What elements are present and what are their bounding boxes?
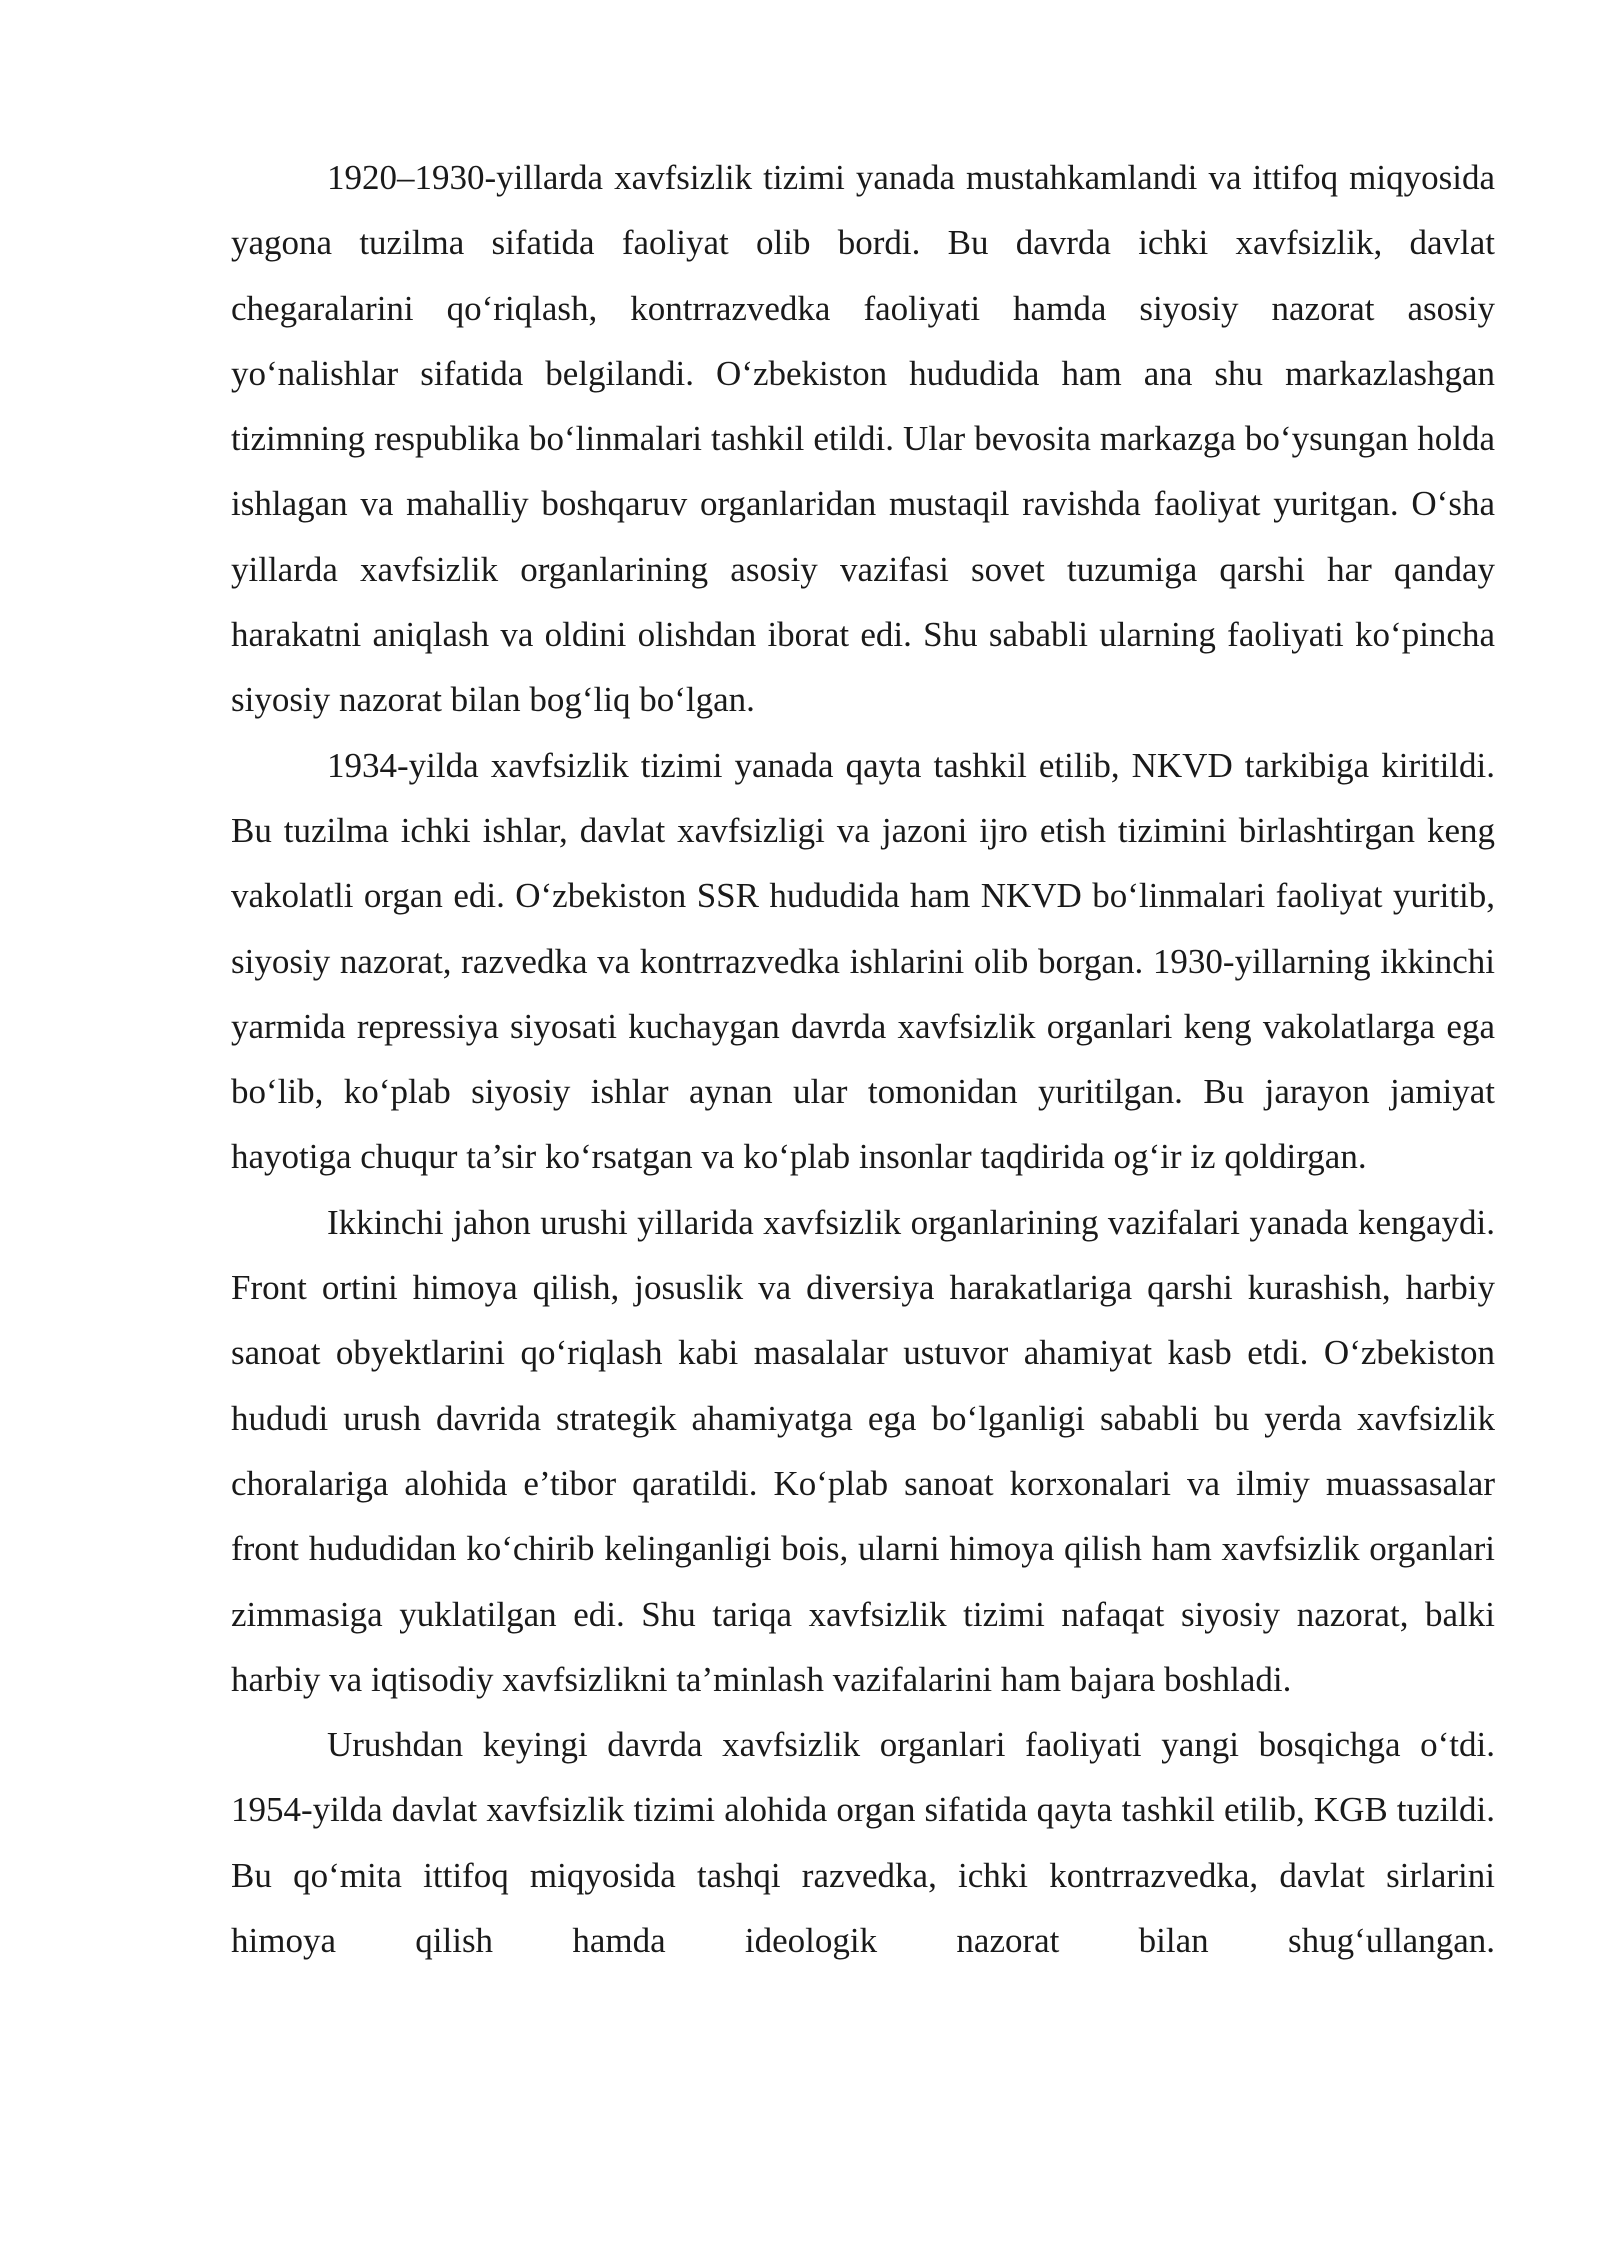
paragraph-1934-nkvd: 1934-yilda xavfsizlik tizimi yanada qayta tashkil etilib, NKVD tarkibiga kiritildi. Bu tuzilma ichki ishlar, davlat xavfsizligi va jazoni ijro etish tizimini birlashtirgan keng vakolatli organ edi. O‘zbekiston SSR hududida ham NKVD bo‘linmalari faoliyat yuritib, siyosiy nazorat, razvedka va kontrrazvedka ishlarini olib borgan. 1930-yillarning ikkinchi yarmida repressiya siyosati kuchaygan davrda xavfsizlik organlari keng vakolatlarga ega bo‘lib, ko‘plab siyosiy ishlar aynan ular tomonidan yuritilgan. Bu jarayon jamiyat hayotiga chuqur ta’sir ko‘rsatgan va ko‘plab insonlar taqdirida og‘ir iz qoldirgan.: [231, 745, 1495, 1177]
paragraph-postwar-kgb: Urushdan keyingi davrda xavfsizlik organlari faoliyati yangi bosqichga o‘tdi. 1954-yilda davlat xavfsizlik tizimi alohida organ sifatida qayta tashkil etilib, KGB tuzildi. Bu qo‘mita ittifoq miqyosida tashqi razvedka, ichki kontrrazvedka, davlat sirlarini himoya qilish hamda ideologik nazorat bilan shug‘ullangan.: [231, 1725, 1495, 1961]
paragraph-1920-1930: 1920–1930-yillarda xavfsizlik tizimi yanada mustahkamlandi va ittifoq miqyosida yagona tuzilma sifatida faoliyat olib bordi. Bu davrda ichki xavfsizlik, davlat chegaralarini qo‘riqlash, kontrrazvedka faoliyati hamda siyosiy nazorat asosiy yo‘nalishlar sifatida belgilandi. O‘zbekiston hududida ham ana shu markazlashgan tizimning respublika bo‘linmalari tashkil etildi. Ular bevosita markazga bo‘ysungan holda ishlagan va mahalliy boshqaruv organlaridan mustaqil ravishda faoliyat yuritgan. O‘sha yillarda xavfsizlik organlarining asosiy vazifasi sovet tuzumiga qarshi har qanday harakatni aniqlash va oldini olishdan iborat edi. Shu sababli ularning faoliyati ko‘pincha siyosiy nazorat bilan bog‘liq bo‘lgan.: [231, 158, 1495, 720]
document-body: [231, 145, 1495, 1973]
paragraph-world-war-two: Ikkinchi jahon urushi yillarida xavfsizlik organlarining vazifalari yanada kengaydi. Front ortini himoya qilish, josuslik va diversiya harakatlariga qarshi kurashish, harbiy sanoat obyektlarini qo‘riqlash kabi masalalar ustuvor ahamiyat kasb etdi. O‘zbekiston hududi urush davrida strategik ahamiyatga ega bo‘lganligi sababli bu yerda xavfsizlik choralariga alohida e’tibor qaratildi. Ko‘plab sanoat korxonalari va ilmiy muassasalar front hududidan ko‘chirib kelinganligi bois, ularni himoya qilish ham xavfsizlik organlari zimmasiga yuklatilgan edi. Shu tariqa xavfsizlik tizimi nafaqat siyosiy nazorat, balki harbiy va iqtisodiy xavfsizlikni ta’minlash vazifalarini ham bajara boshladi.: [231, 1202, 1495, 1699]
